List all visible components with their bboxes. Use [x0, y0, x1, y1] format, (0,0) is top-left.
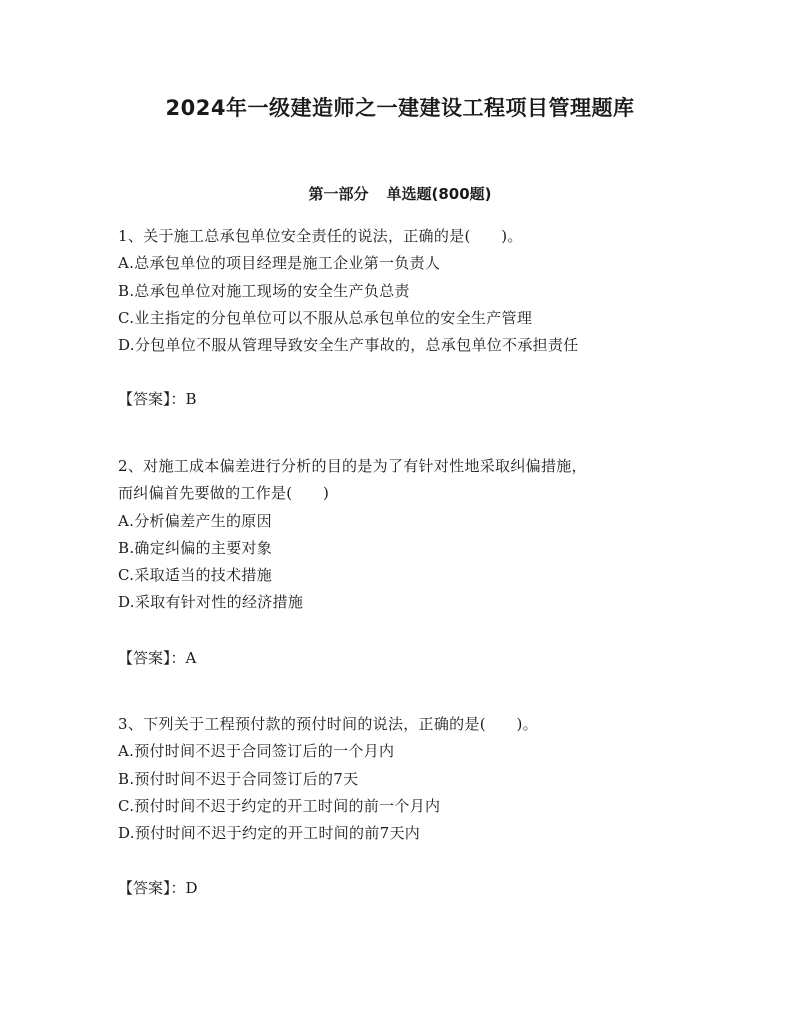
answer-value: B — [185, 390, 197, 408]
section-part: 第一部分 — [308, 185, 369, 203]
question-1-option-b: B.总承包单位对施工现场的安全生产负总责 — [118, 281, 410, 300]
question-2 — [118, 453, 678, 617]
question-1-option-c: C.业主指定的分包单位可以不服从总承包单位的安全生产管理 — [118, 308, 533, 327]
answer-value: D — [185, 879, 198, 897]
question-2-stem-line-2: 而纠偏首先要做的工作是( ) — [118, 484, 330, 503]
question-1-stem: 1、关于施工总承包单位安全责任的说法，正确的是( )。 — [118, 227, 523, 245]
question-1-option-a: A.总承包单位的项目经理是施工企业第一负责人 — [118, 254, 441, 273]
question-3-option-d: D.预付时间不迟于约定的开工时间的前7天内 — [118, 824, 421, 843]
answer-label: 【答案】： — [118, 390, 186, 408]
section-name: 单选题(800题) — [386, 185, 492, 203]
question-2-option-b: B.确定纠偏的主要对象 — [118, 538, 273, 557]
question-3-stem: 3、下列关于工程预付款的预付时间的说法，正确的是( )。 — [118, 715, 538, 733]
question-1-answer — [118, 386, 197, 412]
answer-label: 【答案】： — [118, 649, 186, 667]
answer-label: 【答案】： — [118, 879, 186, 897]
question-1 — [118, 223, 678, 359]
question-3-option-c: C.预付时间不迟于约定的开工时间的前一个月内 — [118, 796, 441, 815]
question-2-option-a: A.分析偏差产生的原因 — [118, 511, 272, 530]
question-2-option-c: C.采取适当的技术措施 — [118, 566, 273, 585]
question-3-option-a: A.预付时间不迟于合同签订后的一个月内 — [118, 742, 395, 761]
question-3 — [118, 711, 678, 847]
question-3-answer — [118, 875, 198, 901]
document-title: 2024年一级建造师之一建建设工程项目管理题库 — [165, 96, 635, 120]
answer-value: A — [185, 649, 197, 667]
question-1-option-d: D.分包单位不服从管理导致安全生产事故的，总承包单位不承担责任 — [118, 336, 579, 355]
question-2-option-d: D.采取有针对性的经济措施 — [118, 593, 304, 612]
question-2-stem-line-1: 2、对施工成本偏差进行分析的目的是为了有针对性地采取纠偏措施， — [118, 457, 587, 475]
question-2-answer — [118, 645, 196, 671]
section-heading — [0, 181, 800, 207]
question-3-option-b: B.预付时间不迟于合同签订后的7天 — [118, 769, 359, 788]
